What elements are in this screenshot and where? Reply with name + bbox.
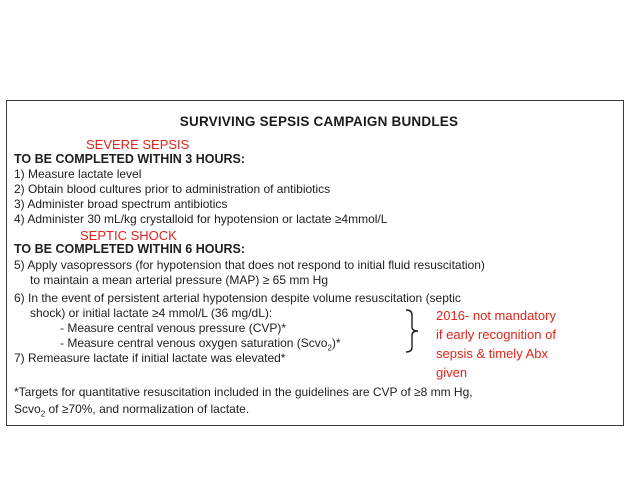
note-line: if early recognition of bbox=[436, 327, 556, 342]
section2-line: - Measure central venous pressure (CVP)* bbox=[60, 321, 287, 335]
section2-line: to maintain a mean arterial pressure (MAP) ≥ 65 mm Hg bbox=[30, 273, 329, 287]
note-line: 2016- not mandatory bbox=[436, 308, 556, 323]
section2-line: 7) Remeasure lactate if initial lactate was elevated* bbox=[14, 351, 286, 365]
section1-item: 2) Obtain blood cultures prior to administration of antibiotics bbox=[14, 182, 331, 196]
septic-shock-annotation: SEPTIC SHOCK bbox=[80, 228, 177, 243]
severe-sepsis-annotation: SEVERE SEPSIS bbox=[86, 137, 190, 152]
footnote-line: Scvo$_2$ of ≥70%, and normalization of lactate. bbox=[14, 402, 250, 419]
not-mandatory-note bbox=[436, 306, 556, 382]
section2-line: 5) Apply vasopressors (for hypotension that does not respond to initial fluid resuscitation) bbox=[14, 258, 485, 272]
section1-heading: TO BE COMPLETED WITHIN 3 HOURS: bbox=[14, 152, 246, 166]
section2-line: 6) In the event of persistent arterial hypotension despite volume resuscitation (septic bbox=[14, 291, 461, 305]
brace-icon bbox=[404, 309, 420, 353]
note-line: sepsis & timely Abx bbox=[436, 346, 548, 361]
bundle-title: SURVIVING SEPSIS CAMPAIGN BUNDLES bbox=[179, 114, 459, 129]
section1-item: 4) Administer 30 mL/kg crystalloid for hypotension or lactate ≥4mmol/L bbox=[14, 212, 388, 226]
footnote-line: *Targets for quantitative resuscitation included in the guidelines are CVP of ≥8 mm Hg, bbox=[14, 385, 473, 399]
section1-item: 1) Measure lactate level bbox=[14, 167, 142, 181]
section1-item: 3) Administer broad spectrum antibiotics bbox=[14, 197, 228, 211]
section2-heading: TO BE COMPLETED WITHIN 6 HOURS: bbox=[14, 242, 246, 256]
note-line: given bbox=[436, 365, 468, 380]
section2-line: shock) or initial lactate ≥4 mmol/L (36 mg/dL): bbox=[30, 306, 273, 320]
section2-line: - Measure central venous oxygen saturation (Scvo$_2$)* bbox=[60, 336, 341, 353]
